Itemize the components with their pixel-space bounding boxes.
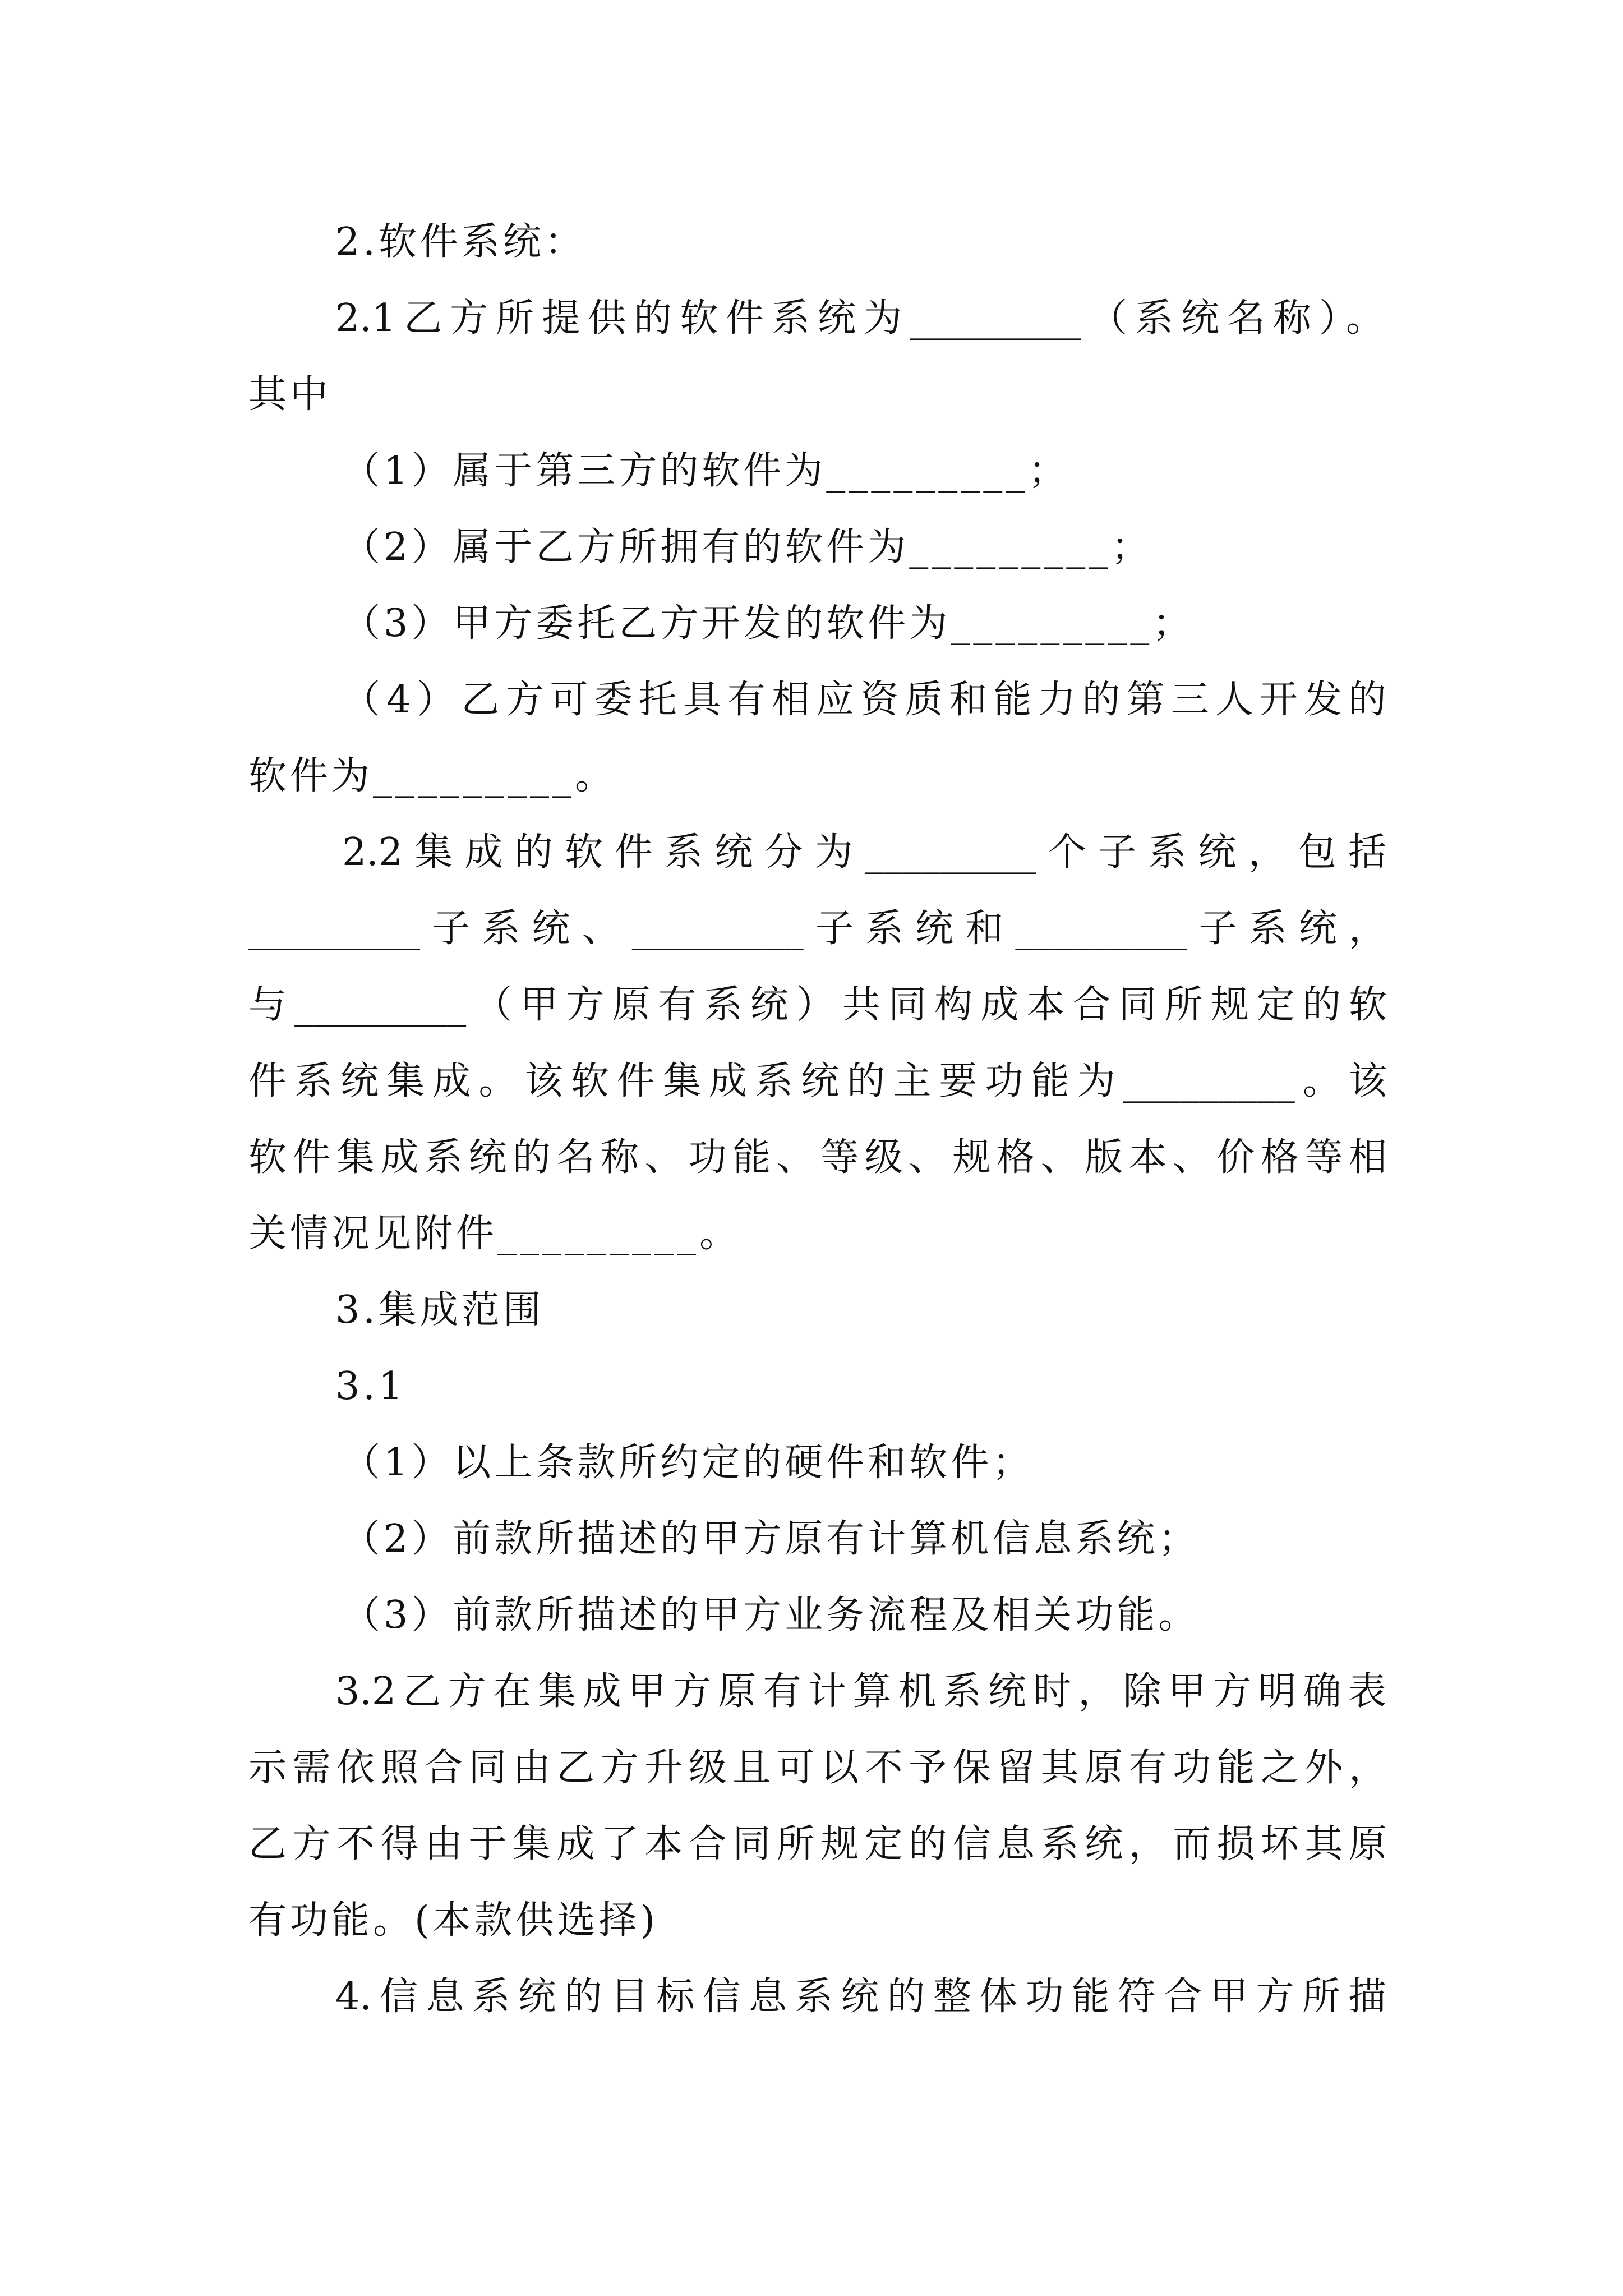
- clause-2-2-line-2: _________子系统、_________子系统和_________子系统，: [248, 907, 1387, 951]
- clause-2-1-item-4: （4）乙方可委托具有相应资质和能力的第三人开发的: [342, 678, 1386, 722]
- section-heading-integration-scope: 3.集成范围: [335, 1288, 545, 1332]
- clause-2-1-item-1: （1）属于第三方的软件为_________；: [342, 449, 1070, 493]
- clause-2-1-line: 2.1乙方所提供的软件系统为_________（系统名称）。: [335, 296, 1384, 341]
- clause-3-1-item-3: （3）前款所描述的甲方业务流程及相关功能。: [342, 1593, 1200, 1637]
- clause-2-2-line-3: 与_________（甲方原有系统）共同构成本合同所规定的软: [248, 983, 1387, 1027]
- clause-2-1-continuation: 其中: [248, 372, 332, 417]
- clause-3-2-line-4: 有功能。(本款供选择): [248, 1898, 659, 1943]
- clause-3-1-heading: 3.1: [335, 1364, 407, 1409]
- clause-2-2-line-6: 关情况见附件_________。: [248, 1212, 741, 1256]
- clause-3-2-line-1: 3.2乙方在集成甲方原有计算机系统时，除甲方明确表: [335, 1669, 1386, 1714]
- clause-2-1-item-4-continuation: 软件为_________。: [248, 754, 617, 798]
- clause-3-2-line-2: 示需依照合同由乙方升级且可以不予保留其原有功能之外，: [248, 1746, 1387, 1790]
- clause-2-1-item-3: （3）甲方委托乙方开发的软件为_________；: [342, 601, 1195, 646]
- clause-2-2-line-4: 件系统集成。该软件集成系统的主要功能为_________。该: [248, 1059, 1387, 1103]
- clause-2-1-item-2: （2）属于乙方所拥有的软件为_________；: [342, 525, 1153, 569]
- clause-2-2-line-1: 2.2集成的软件系统分为_________个子系统，包括: [342, 830, 1386, 875]
- clause-3-1-item-2: （2）前款所描述的甲方原有计算机信息系统；: [342, 1517, 1200, 1561]
- clause-2-2-line-5: 软件集成系统的名称、功能、等级、规格、版本、价格等相: [248, 1135, 1387, 1180]
- clause-3-1-item-1: （1）以上条款所约定的硬件和软件；: [342, 1441, 1034, 1485]
- section-heading-software-system: 2.软件系统：: [335, 220, 586, 264]
- clause-3-2-line-3: 乙方不得由于集成了本合同所规定的信息系统，而损坏其原: [248, 1822, 1387, 1866]
- section-heading-system-target: 4.信息系统的目标信息系统的整体功能符合甲方所描: [335, 1975, 1386, 2019]
